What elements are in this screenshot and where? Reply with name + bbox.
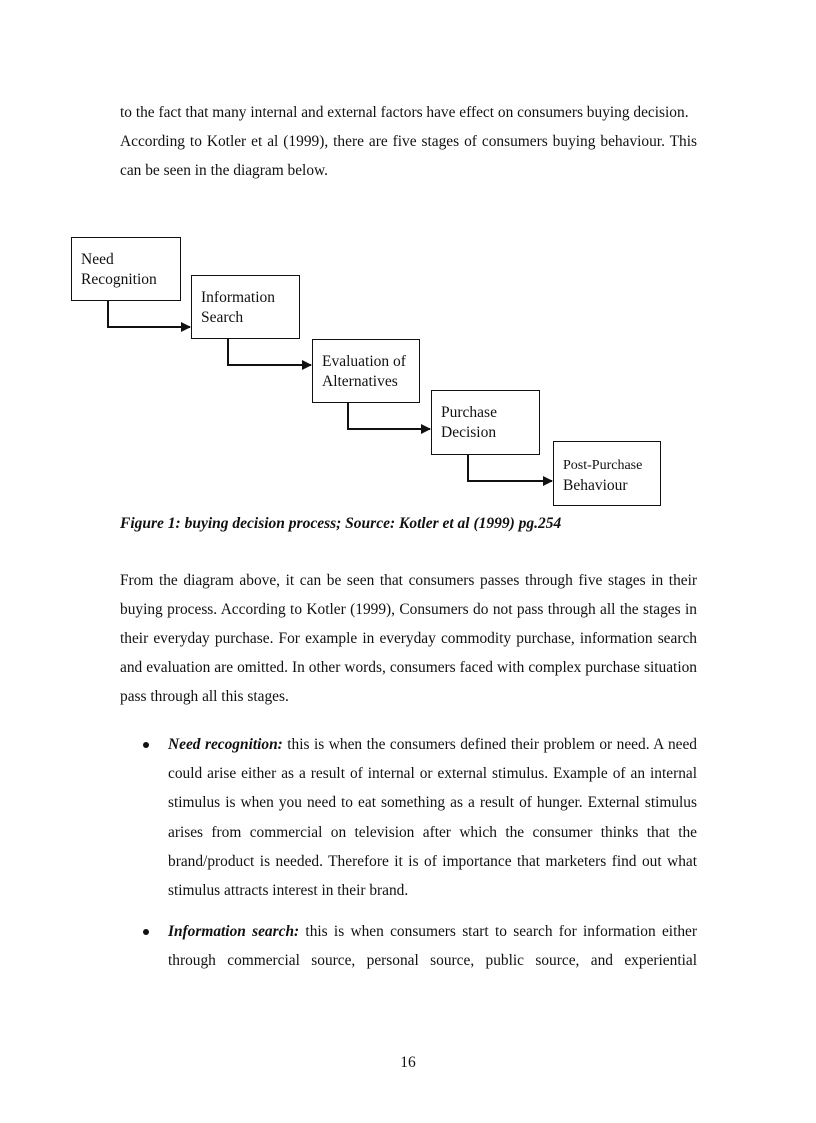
intro-line-1: to the fact that many internal and external factors have effect on consumers buying decision. xyxy=(120,104,689,121)
body-paragraph: From the diagram above, it can be seen that consumers passes through five stages in their buying process. According to Kotler (1999), Consumers do not pass through all the stages in their everyday purchase. For example in everyday commodity purchase, information search and evaluation are omitted. In other words, consumers faced with complex purchase situation pass through all this stages. xyxy=(120,572,697,705)
page-number: 16 xyxy=(400,1054,416,1071)
connector-arrow-1 xyxy=(108,301,190,327)
stage-label-line2: Behaviour xyxy=(563,477,628,494)
stage-label-line1: Purchase xyxy=(441,404,497,421)
list-item xyxy=(120,917,697,975)
bullet-text: this is when the consumers defined their problem or need. A need could arise either as a result of internal or external stimulus. Example of an internal stimulus is when you need to eat something as a result of hunger. External stimulus arises from commercial on television after which the consumer thinks that the brand/product is needed. Therefore it is of importance that marketers find out what stimulus attracts interest in their brand. xyxy=(168,736,697,900)
connector-arrow-4 xyxy=(468,455,552,481)
stage-label-line1: Post-Purchase xyxy=(563,458,643,473)
stage-label-line2: Decision xyxy=(441,424,497,441)
stage-need-recognition xyxy=(71,237,181,301)
stage-information-search xyxy=(191,275,300,339)
figure-caption: Figure 1: buying decision process; Source: Kotler et al (1999) pg.254 xyxy=(120,515,562,532)
stage-label-line1: Need xyxy=(81,251,114,268)
bullet-icon xyxy=(143,742,149,748)
bullet-text: this is when consumers start to search for information either through commercial source, personal source, public source, and experiential xyxy=(168,923,697,970)
stage-bullet-list xyxy=(120,730,697,976)
intro-line-2: According to Kotler et al (1999), there are five stages of consumers buying behaviour. This can be seen in the diagram below. xyxy=(120,133,697,179)
bullet-term: Need recognition: xyxy=(168,736,283,753)
stage-label-line2: Search xyxy=(201,309,244,326)
stage-label-line1: Evaluation of xyxy=(322,353,406,370)
stage-post-purchase-behaviour xyxy=(553,441,661,506)
stage-label-line1: Information xyxy=(201,289,276,306)
bullet-term: Information search: xyxy=(168,923,300,941)
bullet-icon xyxy=(143,929,149,935)
stage-label-line2: Alternatives xyxy=(322,373,398,390)
connector-arrow-3 xyxy=(348,403,430,429)
stage-purchase-decision xyxy=(431,390,540,455)
stage-label-line2: Recognition xyxy=(81,271,157,288)
list-item xyxy=(120,730,697,905)
connector-arrow-2 xyxy=(228,339,311,365)
stage-evaluation-of-alternatives xyxy=(312,339,420,403)
